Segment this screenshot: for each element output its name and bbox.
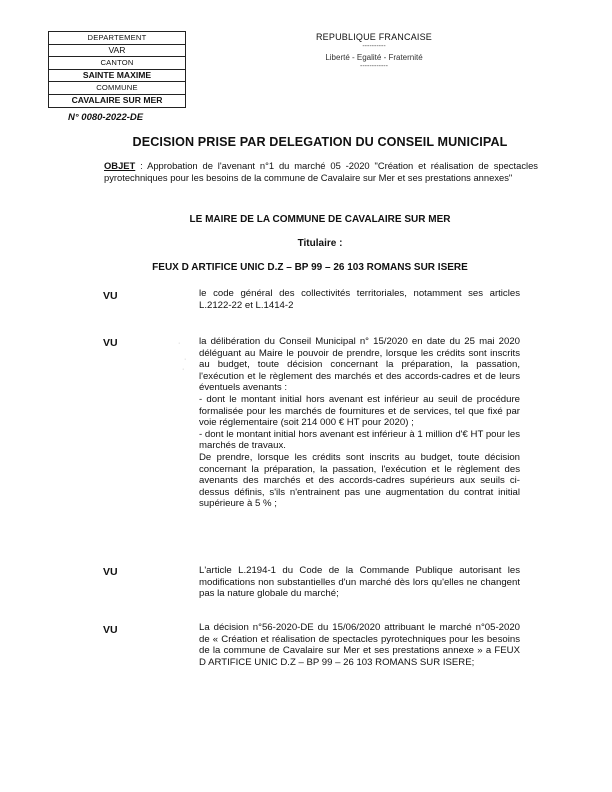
republic-motto: Liberté - Egalité - Fraternité <box>325 53 423 62</box>
republic-header <box>284 32 464 71</box>
vu-item <box>199 288 520 311</box>
admin-row-canton-label: CANTON <box>49 57 185 70</box>
republic-separator-2: ------------ <box>360 63 388 70</box>
mayor-heading: LE MAIRE DE LA COMMUNE DE CAVALAIRE SUR MER <box>189 214 451 225</box>
vu-paragraph: le code général des collectivités territoriales, notamment ses articles L.2122-22 et L.1414-2 <box>199 288 520 311</box>
vu-label: VU <box>103 624 118 636</box>
vu-item <box>199 565 520 600</box>
vu-item <box>199 336 520 510</box>
vu-paragraph: La décision n°56-2020-DE du 15/06/2020 attribuant le marché n°05-2020 de « Création et réalisation de spectacles pyrotechniques pour les besoins de la commune de Cavalaire sur Mer et ses prestations annexe » a FEUX D ARTIFICE UNIC D.Z – BP 99 – 26 103 ROMANS SUR ISERE; <box>199 622 520 668</box>
subject-label: OBJET <box>104 160 136 171</box>
vu-paragraph: - dont le montant initial hors avenant est inférieur à 1 million d'€ HT pour les marchés de travaux. <box>199 428 520 452</box>
vu-item <box>199 622 520 668</box>
admin-row-department: VAR <box>49 45 185 58</box>
scan-speck: · <box>184 356 187 363</box>
admin-row-canton: SAINTE MAXIME <box>49 70 185 83</box>
republic-separator: ---------- <box>362 43 386 50</box>
vu-label: VU <box>103 290 118 302</box>
subject-text: : Approbation de l'avenant n°1 du marché 05 -2020 "Création et réalisation de spectacles pyrotechniques pour les besoins de la commune de Cavalaire sur Mer et ses prestations annexes" <box>104 160 538 183</box>
company-name: FEUX D ARTIFICE UNIC D.Z – BP 99 – 26 103 ROMANS SUR ISERE <box>152 262 468 273</box>
vu-paragraph: L'article L.2194-1 du Code de la Commande Publique autorisant les modifications non substantielles d'un marché dès lors qu'elles ne changent pas la nature globale du marché; <box>199 565 520 600</box>
admin-row-department-label: DEPARTEMENT <box>49 32 185 45</box>
decision-number: N° 0080-2022-DE <box>68 112 144 123</box>
scan-speck: · <box>178 340 181 347</box>
subject-paragraph <box>104 160 538 183</box>
republic-title: REPUBLIQUE FRANCAISE <box>315 32 433 42</box>
holder-label: Titulaire : <box>297 238 343 249</box>
admin-row-commune: CAVALAIRE SUR MER <box>71 94 163 105</box>
admin-row-commune-label: COMMUNE <box>49 82 185 95</box>
vu-label: VU <box>103 337 118 349</box>
vu-paragraph: la délibération du Conseil Municipal n° 15/2020 en date du 25 mai 2020 déléguant au Maire le pouvoir de prendre, lorsque les crédits sont inscrits au budget, toute décision concernant la préparation, la passation, l'exécution et le règlement des marchés et des accords-cadres et de leurs éventuels avenants : <box>199 336 520 394</box>
administrative-box <box>48 31 186 108</box>
vu-paragraph: - dont le montant initial hors avenant est inférieur au seuil de procédure formalisée pour les marchés de fournitures et de services, tel que fixé par voie réglementaire (soit 214 000 € HT pour 2020) ; <box>199 393 520 429</box>
document-title: DECISION PRISE PAR DELEGATION DU CONSEIL MUNICIPAL <box>132 135 508 149</box>
vu-paragraph: De prendre, lorsque les crédits sont inscrits au budget, toute décision concernant la préparation, la passation, l'exécution et le règlement des avenants des marchés et des accords-cadres supérieurs aux seuils ci-dessus définis, s'ils n'entrainent pas une augmentation du contrat initial supérieure à 5 % ; <box>199 451 520 510</box>
scan-speck: · <box>182 366 185 373</box>
vu-label: VU <box>103 566 118 578</box>
